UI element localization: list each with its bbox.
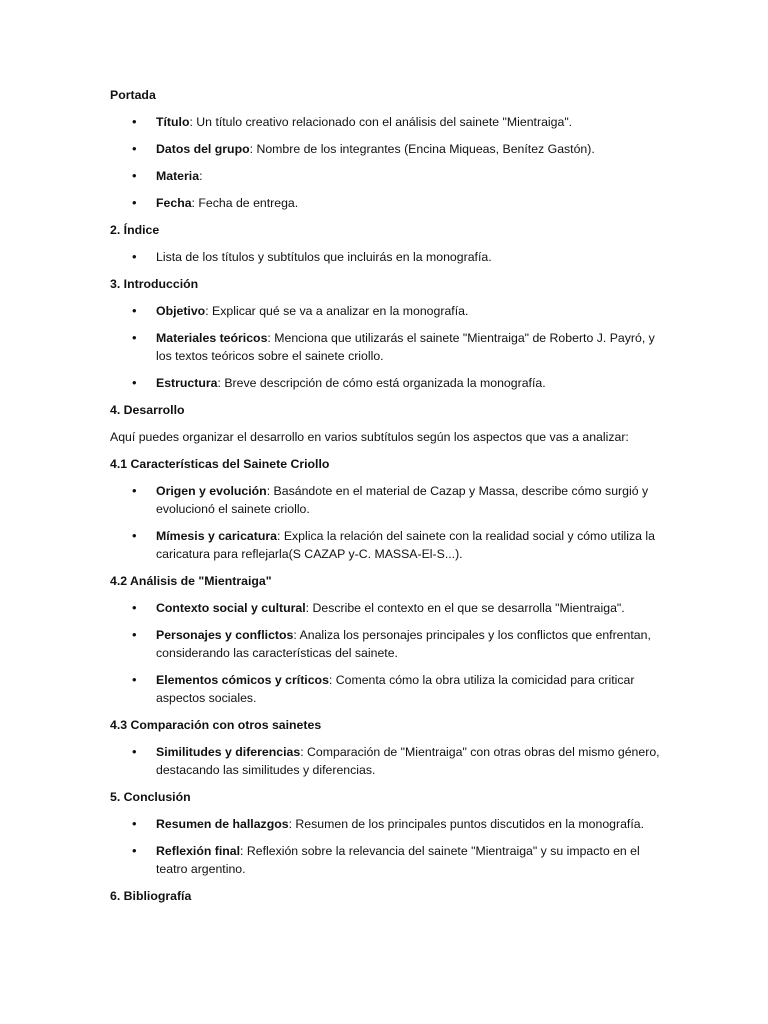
item-text: : Basándote en el material de Cazap y Massa, describe cómo surgió y evolucionó el sainete criollo.	[156, 484, 649, 516]
item-text: : Breve descripción de cómo está organizada la monografía.	[217, 376, 546, 390]
list-item	[110, 743, 662, 779]
item-text: :	[199, 169, 203, 183]
list-item	[110, 329, 662, 365]
item-text: : Resumen de los principales puntos discutidos en la monografía.	[288, 817, 645, 831]
section-heading: 5. Conclusión	[110, 790, 191, 804]
bullet-list	[110, 302, 662, 392]
item-term: Origen y evolución	[156, 484, 267, 498]
bullet-icon: •	[132, 141, 137, 156]
bullet-icon: •	[132, 600, 137, 615]
item-text: : Analiza los personajes principales y los conflictos que enfrentan, considerando las características del sainete.	[156, 628, 651, 660]
item-term: Mímesis y caricatura	[156, 529, 277, 543]
item-term: Objetivo	[156, 304, 206, 318]
item-term: Materia	[156, 169, 200, 183]
item-text: : Explicar qué se va a analizar en la monografía.	[205, 304, 469, 318]
bullet-icon: •	[132, 483, 137, 498]
section-heading: 3. Introducción	[110, 277, 199, 291]
item-term: Personajes y conflictos	[156, 628, 294, 642]
item-term: Reflexión final	[156, 844, 241, 858]
bullet-icon: •	[132, 114, 137, 129]
bullet-icon: •	[132, 672, 137, 687]
item-text: : Explica la relación del sainete con la realidad social y cómo utiliza la caricatura para reflejarla(S CAZAP y-C. MASSA-El-S...).	[156, 529, 655, 561]
bullet-icon: •	[132, 330, 137, 345]
item-text: : Comparación de "Mientraiga" con otras obras del mismo género, destacando las similitudes y diferencias.	[156, 745, 660, 777]
document-body	[110, 86, 662, 914]
item-term: Materiales teóricos	[156, 331, 268, 345]
list-item	[110, 626, 662, 662]
section-heading: 2. Índice	[110, 223, 160, 237]
section-heading: 4.2 Análisis de "Mientraiga"	[110, 574, 272, 588]
bullet-icon: •	[132, 816, 137, 831]
item-term: Contexto social y cultural	[156, 601, 306, 615]
section-heading: 6. Bibliografía	[110, 889, 192, 903]
item-term: Similitudes y diferencias	[156, 745, 301, 759]
item-text: : Fecha de entrega.	[191, 196, 299, 210]
bullet-list	[110, 482, 662, 563]
list-item	[110, 167, 662, 185]
bullet-list	[110, 815, 662, 878]
item-text: : Un título creativo relacionado con el análisis del sainete "Mientraiga".	[189, 115, 573, 129]
list-item	[110, 194, 662, 212]
item-text: : Menciona que utilizarás el sainete "Mientraiga" de Roberto J. Payró, y los textos teóricos sobre el sainete criollo.	[156, 331, 655, 363]
item-term: Datos del grupo	[156, 142, 250, 156]
list-item	[110, 302, 662, 320]
item-term: Fecha	[156, 196, 192, 210]
list-item	[110, 527, 662, 563]
bullet-icon: •	[132, 195, 137, 210]
bullet-icon: •	[132, 528, 137, 543]
bullet-list	[110, 248, 662, 266]
bullet-icon: •	[132, 249, 137, 264]
bullet-icon: •	[132, 168, 137, 183]
list-item	[110, 113, 662, 131]
item-term: Resumen de hallazgos	[156, 817, 289, 831]
item-text: Lista de los títulos y subtítulos que incluirás en la monografía.	[156, 250, 492, 264]
bullet-icon: •	[132, 303, 137, 318]
section-heading: 4.3 Comparación con otros sainetes	[110, 718, 322, 732]
paragraph: Aquí puedes organizar el desarrollo en varios subtítulos según los aspectos que vas a analizar:	[110, 430, 629, 444]
item-text: : Comenta cómo la obra utiliza la comicidad para criticar aspectos sociales.	[156, 673, 635, 705]
bullet-list	[110, 113, 662, 212]
bullet-icon: •	[132, 843, 137, 858]
section-heading: Portada	[110, 88, 156, 102]
bullet-list	[110, 599, 662, 707]
item-text: : Nombre de los integrantes (Encina Miqueas, Benítez Gastón).	[249, 142, 595, 156]
list-item	[110, 140, 662, 158]
list-item	[110, 671, 662, 707]
item-term: Elementos cómicos y críticos	[156, 673, 329, 687]
list-item	[110, 482, 662, 518]
list-item	[110, 842, 662, 878]
bullet-icon: •	[132, 375, 137, 390]
bullet-icon: •	[132, 627, 137, 642]
item-term: Estructura	[156, 376, 218, 390]
section-heading: 4.1 Características del Sainete Criollo	[110, 457, 330, 471]
list-item	[110, 374, 662, 392]
bullet-icon: •	[132, 744, 137, 759]
list-item	[110, 599, 662, 617]
list-item	[110, 248, 662, 266]
bullet-list	[110, 743, 662, 779]
list-item	[110, 815, 662, 833]
item-text: : Describe el contexto en el que se desarrolla "Mientraiga".	[305, 601, 625, 615]
item-term: Título	[156, 115, 190, 129]
item-text: : Reflexión sobre la relevancia del sainete "Mientraiga" y su impacto en el teatro argentino.	[156, 844, 640, 876]
section-heading: 4. Desarrollo	[110, 403, 185, 417]
